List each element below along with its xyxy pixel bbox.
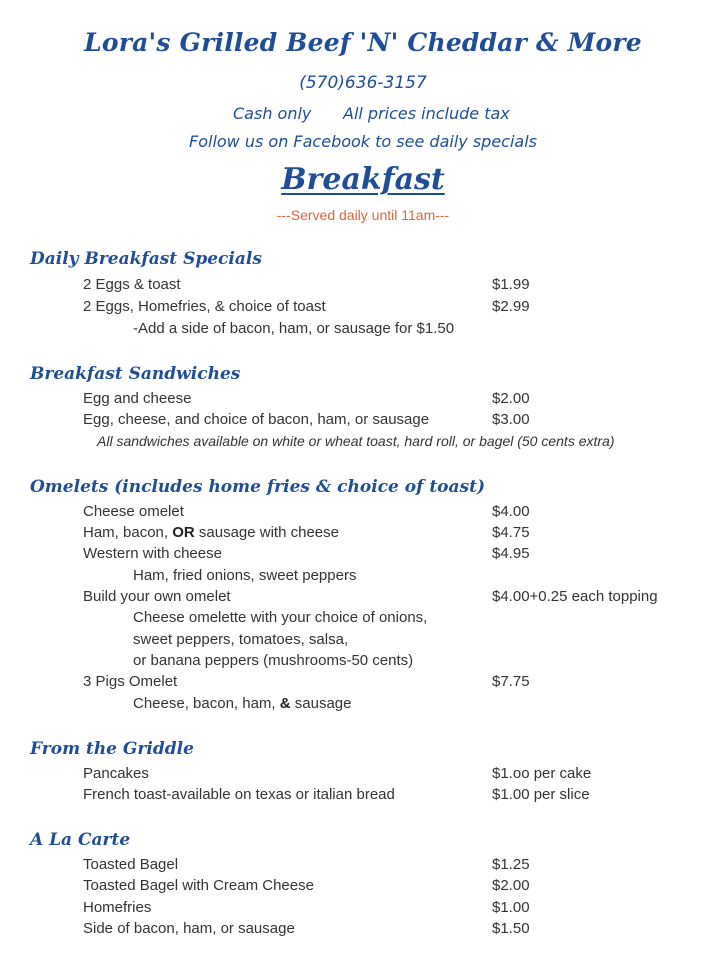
- menu-item-price: $2.00: [492, 877, 530, 894]
- sandwich-note: All sandwiches available on white or wheat toast, hard roll, or bagel (50 cents extra): [97, 433, 615, 449]
- menu-item-description: or banana peppers (mushrooms-50 cents): [133, 652, 414, 669]
- menu-item-price: $4.00+0.25 each topping: [492, 588, 658, 605]
- menu-item-name-part: Ham, bacon,: [83, 524, 173, 541]
- menu-item-price: $2.00: [492, 390, 530, 407]
- section-heading-sandwiches: Breakfast Sandwiches: [30, 364, 241, 384]
- prices-tax-note: All prices include tax: [343, 104, 510, 123]
- menu-item-price: $1.99: [492, 276, 530, 293]
- menu-item-name: Pancakes: [83, 765, 149, 782]
- section-heading-a-la-carte: A La Carte: [30, 830, 131, 850]
- facebook-note: Follow us on Facebook to see daily specials: [189, 132, 537, 151]
- menu-item-price: $3.00: [492, 411, 530, 428]
- menu-item-description: sweet peppers, tomatoes, salsa,: [133, 631, 349, 648]
- menu-item-price: $1.25: [492, 856, 530, 873]
- menu-item-price: $4.00: [492, 503, 530, 520]
- addon-note: -Add a side of bacon, ham, or sausage for $1.50: [133, 320, 455, 337]
- menu-item-name: Side of bacon, ham, or sausage: [83, 920, 295, 937]
- breakfast-heading: Breakfast: [281, 162, 445, 197]
- menu-item-price: $1.50: [492, 920, 530, 937]
- menu-item-price: $4.95: [492, 545, 530, 562]
- menu-item-name: 2 Eggs & toast: [83, 276, 181, 293]
- menu-item-name: Egg and cheese: [83, 390, 192, 407]
- menu-item-name: Homefries: [83, 899, 152, 916]
- menu-item-name: Toasted Bagel: [83, 856, 179, 873]
- menu-item-description-part: Cheese, bacon, ham,: [133, 695, 280, 712]
- menu-item-name: French toast-available on texas or italian bread: [83, 786, 395, 803]
- menu-item-name: Egg, cheese, and choice of bacon, ham, or sausage: [83, 411, 430, 428]
- menu-item-name: [83, 524, 339, 541]
- menu-item-price: $1.oo per cake: [492, 765, 592, 782]
- menu-item-price: $4.75: [492, 524, 530, 541]
- menu-item-price: $1.00: [492, 899, 530, 916]
- cash-only-note: Cash only: [233, 104, 312, 123]
- section-heading-griddle: From the Griddle: [30, 739, 194, 759]
- menu-item-name: Toasted Bagel with Cream Cheese: [83, 877, 314, 894]
- restaurant-title: Lora's Grilled Beef 'N' Cheddar & More: [84, 28, 642, 57]
- or-emphasis: OR: [172, 524, 195, 541]
- menu-item-description-part: sausage: [290, 695, 352, 712]
- section-heading-daily-specials: Daily Breakfast Specials: [30, 249, 262, 269]
- menu-item-name-part: sausage with cheese: [194, 524, 339, 541]
- menu-item-name: 3 Pigs Omelet: [83, 673, 178, 690]
- menu-item-name: Build your own omelet: [83, 588, 231, 605]
- menu-item-name: 2 Eggs, Homefries, & choice of toast: [83, 298, 326, 315]
- served-hours: ---Served daily until 11am---: [276, 207, 450, 223]
- section-heading-omelets: Omelets (includes home fries & choice of toast): [30, 477, 486, 497]
- phone-number: (570)636-3157: [299, 73, 427, 93]
- menu-item-price: $1.00 per slice: [492, 786, 590, 803]
- menu-item-name: Western with cheese: [83, 545, 222, 562]
- ampersand-emphasis: &: [279, 695, 291, 712]
- menu-item-price: $7.75: [492, 673, 530, 690]
- menu-item-description: Ham, fried onions, sweet peppers: [133, 567, 357, 584]
- menu-item-description: [133, 695, 352, 712]
- menu-item-price: $2.99: [492, 298, 530, 315]
- menu-item-description: Cheese omelette with your choice of onions,: [133, 609, 428, 626]
- menu-item-name: Cheese omelet: [83, 503, 184, 520]
